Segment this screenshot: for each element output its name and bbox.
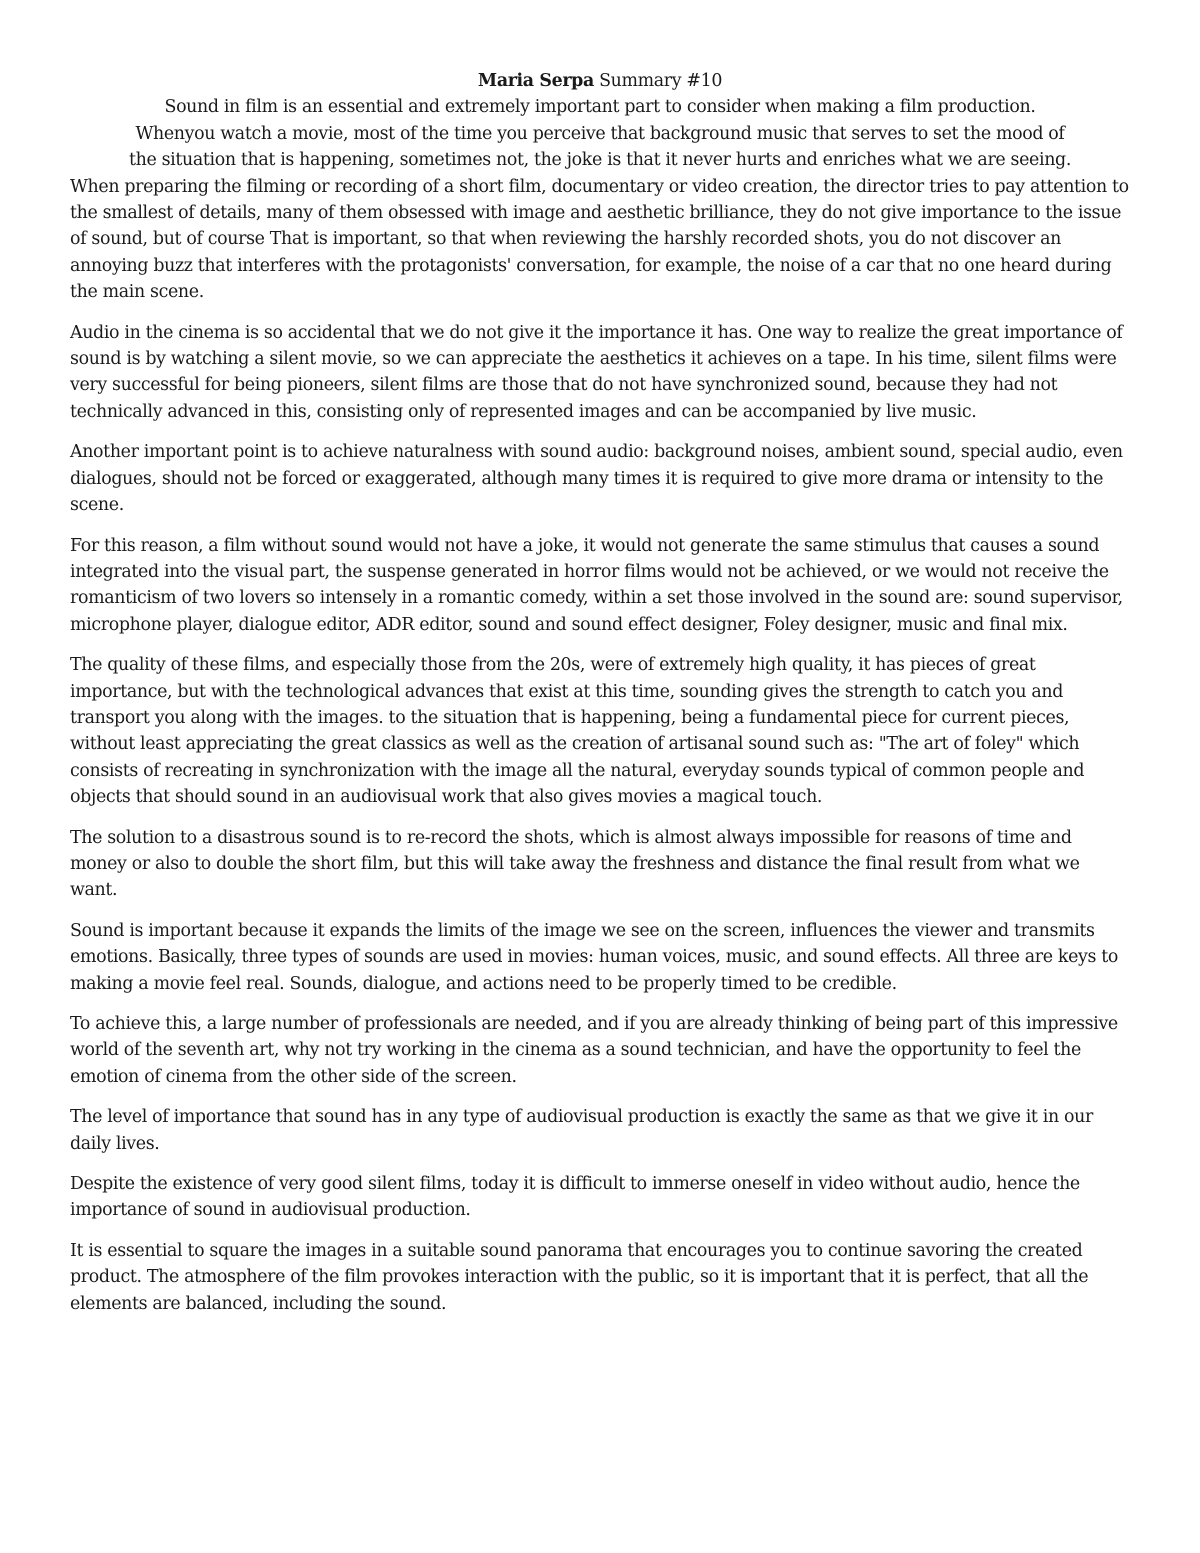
body-paragraph: Another important point is to achieve naturalness with sound audio: background noises, ambient sound, special audio, even dialogues, should not be forced or exaggerated, although many times it is required to give more drama or intensity to the scene. [70,442,1123,516]
author-name: Maria Serpa [477,71,594,91]
body-paragraph: It is essential to square the images in a suitable sound panorama that encourages you to continue savoring the created product. The atmosphere of the film provokes interaction with the public, so it is important that it is perfect, that all the elements are balanced, including the sound. [70,1240,1089,1314]
document-title [70,68,1130,94]
intro-line: Whenyou watch a movie, most of the time you perceive that background music that serves to set the mood of [135,123,1065,144]
body-paragraph: Sound is important because it expands the limits of the image we see on the screen, influences the viewer and transmits emotions. Basically, three types of sounds are used in movies: human voices, music, and sound effects. All three are keys to making a movie feel real. Sounds, dialogue, and actions need to be properly timed to be credible. [70,920,1118,994]
body-paragraph: For this reason, a film without sound would not have a joke, it would not generate the same stimulus that causes a sound integrated into the visual part, the suspense generated in horror films would not be achieved, or we would not receive the romanticism of two lovers so intensely in a romantic comedy, within a set those involved in the sound are: sound supervisor, microphone player, dialogue editor, ADR editor, sound and sound effect designer, Foley designer, music and final mix. [70,535,1123,635]
intro-paragraph [70,94,1130,305]
intro-line: the situation that is happening, sometimes not, the joke is that it never hurts and enriches what we are seeing. [128,150,1072,171]
intro-line: Sound in film is an essential and extremely important part to consider when making a film production. [164,97,1036,118]
intro-body: When preparing the filming or recording of a short film, documentary or video creation, the director tries to pay attention to the smallest of details, many of them obsessed with image and aesthetic brilliance, they do not give importance to the issue of sound, but of course That is important, so that when reviewing the harshly recorded shots, you do not discover an annoying buzz that interferes with the protagonists' conversation, for example, the noise of a car that no one heard during the main scene. [70,176,1129,303]
body-paragraph: Audio in the cinema is so accidental that we do not give it the importance it has. One way to realize the great importance of sound is by watching a silent movie, so we can appreciate the aesthetics it achieves on a tape. In his time, silent films were very successful for being pioneers, silent films are those that do not have synchronized sound, because they had not technically advanced in this, consisting only of represented images and can be accompanied by live music. [70,322,1123,422]
summary-title: Summary #10 [599,71,723,91]
body-paragraph: Despite the existence of very good silent films, today it is difficult to immerse oneself in video without audio, hence the importance of sound in audiovisual production. [70,1174,1080,1221]
body-paragraph: The quality of these films, and especially those from the 20s, were of extremely high quality, it has pieces of great importance, but with the technological advances that exist at this time, sounding gives the strength to catch you and transport you along with the images. to the situation that is happening, being a fundamental piece for current pieces, without least appreciating the great classics as well as the creation of artisanal sound such as: "The art of foley" which consists of recreating in synchronization with the image all the natural, everyday sounds typical of common people and objects that should sound in an audiovisual work that also gives movies a magical touch. [70,655,1085,808]
document-page [70,68,1130,1331]
body-paragraph: The solution to a disastrous sound is to re-record the shots, which is almost always impossible for reasons of time and money or also to double the short film, but this will take away the freshness and distance the final result from what we want. [70,827,1080,901]
body-paragraph: To achieve this, a large number of professionals are needed, and if you are already thinking of being part of this impressive world of the seventh art, why not try working in the cinema as a sound technician, and have the opportunity to feel the emotion of cinema from the other side of the screen. [70,1014,1118,1087]
body-paragraph: The level of importance that sound has in any type of audiovisual production is exactly the same as that we give it in our daily lives. [70,1107,1093,1154]
